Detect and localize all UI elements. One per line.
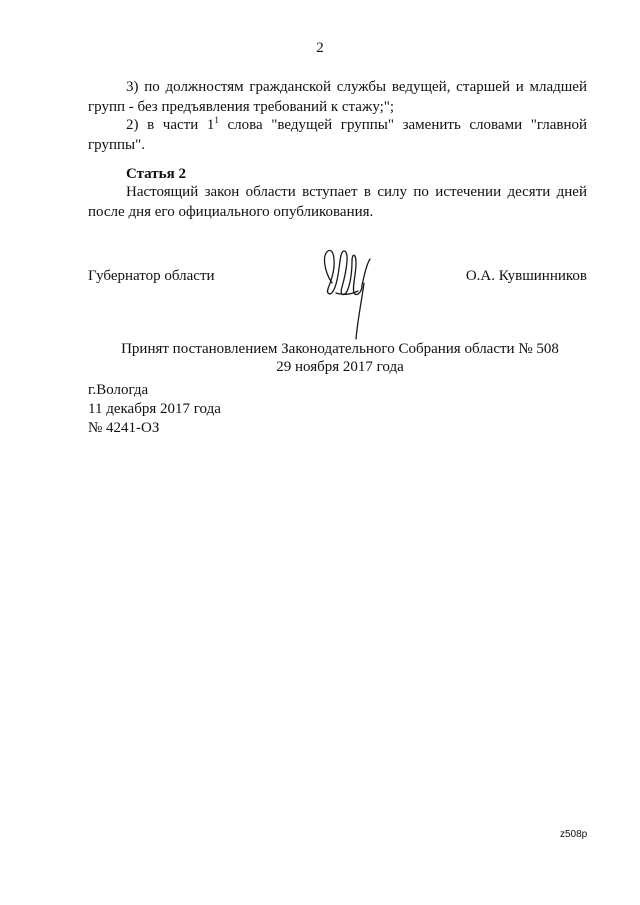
amendment-item-2 (88, 115, 587, 155)
item-2-prefix: 2) в части 1 (126, 117, 215, 133)
article-body (88, 182, 587, 222)
item-2-superscript: 1 (214, 115, 219, 125)
law-number: № 4241-ОЗ (88, 420, 160, 436)
article-text: Настоящий закон области вступает в силу по истечении десяти дней после дня его официального опубликования. (88, 184, 587, 220)
sign-date: 11 декабря 2017 года (88, 401, 221, 417)
footer-code: z508p (560, 829, 588, 840)
adoption-line-2: 29 ноября 2017 года (276, 359, 404, 375)
adoption-note (0, 340, 640, 376)
page-number: 2 (316, 40, 324, 56)
item-3-text: 3) по должностям гражданской службы ведущей, старшей и младшей групп - без предъявления требований к стажу;"; (88, 79, 587, 115)
city: г.Вологда (88, 382, 149, 398)
item-2-suffix: слова "ведущей группы" заменить словами "главной группы". (88, 117, 587, 153)
governor-title: Губернатор области (88, 268, 215, 284)
amendment-item-3 (88, 77, 587, 117)
place-date-block (88, 381, 221, 438)
adoption-line-1: Принят постановлением Законодательного Собрания области № 508 (121, 341, 559, 357)
item-2-text (88, 115, 587, 155)
governor-name: О.А. Кувшинников (465, 268, 587, 284)
article-heading: Статья 2 (126, 166, 186, 182)
handwritten-signature (318, 243, 374, 341)
